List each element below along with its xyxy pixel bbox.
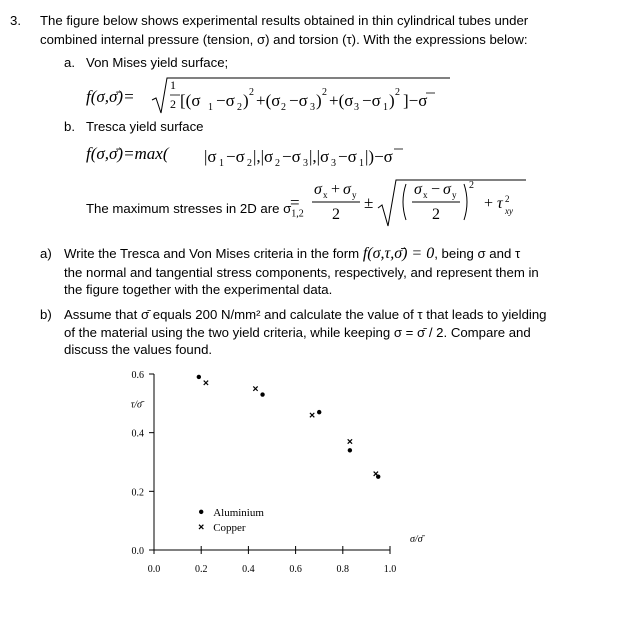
von-mises-equation <box>86 76 466 116</box>
svg-text:|)−σ: |)−σ <box>365 147 393 166</box>
aluminium-point <box>317 410 321 414</box>
svg-text:2: 2 <box>505 194 510 204</box>
von-mises-half-num: 1 <box>170 78 176 92</box>
task-a-label: a) <box>40 246 52 261</box>
svg-text:2: 2 <box>247 158 252 169</box>
svg-text:2: 2 <box>322 87 327 98</box>
tresca-equation <box>86 140 466 170</box>
item-b-label: b. <box>64 119 75 134</box>
svg-text:2: 2 <box>432 206 440 223</box>
question-intro-line1: The figure below shows experimental results obtained in thin cylindrical tubes under <box>40 13 529 28</box>
von-mises-rhs <box>150 76 470 116</box>
svg-text:−σ: −σ <box>226 147 245 166</box>
task-b-line1: Assume that σ̄ equals 200 N/mm² and calculate the value of τ that leads to yielding <box>64 307 547 322</box>
x-axis-label: σ/σ̄ <box>410 534 423 545</box>
svg-text:+: + <box>331 181 341 198</box>
svg-text:2: 2 <box>281 102 286 113</box>
svg-text:x: x <box>323 190 328 200</box>
aluminium-point <box>260 392 264 396</box>
svg-text:|σ: |σ <box>204 147 217 166</box>
yield-chart <box>100 360 460 590</box>
legend-marker-copper <box>199 525 203 529</box>
copper-point <box>204 381 208 385</box>
copper-point <box>253 386 257 390</box>
max-stress-text <box>86 200 304 223</box>
y-tick-label: 0.2 <box>131 487 144 499</box>
copper-point <box>310 413 314 417</box>
svg-text:−: − <box>431 181 441 198</box>
svg-text:3: 3 <box>354 102 359 113</box>
svg-text:−σ: −σ <box>216 91 235 110</box>
svg-text:−σ: −σ <box>338 147 357 166</box>
aluminium-point <box>348 448 352 452</box>
svg-text:|,|σ: |,|σ <box>253 147 274 166</box>
item-a-text: Von Mises yield surface; <box>86 55 229 70</box>
svg-text:2: 2 <box>395 87 400 98</box>
task-a-line3: the figure together with the experimental data. <box>64 282 333 297</box>
max-stress-label: The maximum stresses in 2D are σ <box>86 201 292 216</box>
task-b-label: b) <box>40 307 52 322</box>
svg-text:|,|σ: |,|σ <box>309 147 330 166</box>
svg-text:2: 2 <box>469 180 474 191</box>
svg-text:x: x <box>423 190 428 200</box>
svg-text:−σ: −σ <box>362 91 381 110</box>
svg-text:1: 1 <box>219 158 224 169</box>
question-intro-line2: combined internal pressure (tension, σ) and torsion (τ). With the expressions below: <box>40 32 528 47</box>
svg-text:]−σ: ]−σ <box>403 91 428 110</box>
svg-text:σ: σ <box>414 181 422 198</box>
legend-label-aluminium: Aluminium <box>213 506 264 519</box>
tresca-lhs: f(σ,σ̄)=max( <box>86 144 169 163</box>
von-mises-half-den: 2 <box>170 97 176 111</box>
von-mises-lhs: f(σ,σ̄)= <box>86 87 135 106</box>
svg-text:2: 2 <box>249 87 254 98</box>
svg-text:+(σ: +(σ <box>256 91 281 110</box>
max-stress-sub: 1,2 <box>291 208 304 220</box>
y-tick-label: 0.6 <box>131 370 144 381</box>
svg-text:3: 3 <box>331 158 336 169</box>
svg-text:xy: xy <box>505 206 513 216</box>
task-a-line1-start: Write the Tresca and Von Mises criteria in the form <box>64 246 360 261</box>
svg-text:1: 1 <box>208 102 213 113</box>
legend-marker-aluminium <box>199 510 203 514</box>
legend-label-copper: Copper <box>213 521 246 534</box>
task-b-line3: discuss the values found. <box>64 342 213 357</box>
x-tick-label: 0.4 <box>242 564 255 575</box>
svg-text:3: 3 <box>310 102 315 113</box>
task-a-form: f(σ,τ,σ̄) = 0 <box>362 245 435 262</box>
svg-text:2: 2 <box>275 158 280 169</box>
svg-text:+(σ: +(σ <box>329 91 354 110</box>
svg-text:1: 1 <box>383 102 388 113</box>
task-a-line2: the normal and tangential stress components, respectively, and represent them in <box>64 265 539 280</box>
task-b-line2: of the material using the two yield criteria, while keeping σ = σ̄ / 2. Compare and <box>64 325 531 340</box>
copper-point <box>348 439 352 443</box>
task-a-line1 <box>64 245 520 262</box>
svg-text:y: y <box>452 190 457 200</box>
x-tick-label: 0.6 <box>289 564 302 575</box>
tresca-rhs <box>204 140 464 170</box>
max-stress-formula <box>290 174 540 234</box>
svg-text:): ) <box>243 91 249 110</box>
item-a-label: a. <box>64 55 75 70</box>
x-tick-label: 1.0 <box>383 564 397 575</box>
item-b-text: Tresca yield surface <box>86 119 204 134</box>
x-tick-label: 0.2 <box>194 564 208 575</box>
copper-point <box>374 472 378 476</box>
x-tick-label: 0.8 <box>336 564 350 575</box>
aluminium-point <box>197 375 201 379</box>
svg-text:): ) <box>316 91 322 110</box>
svg-text:y: y <box>352 190 357 200</box>
svg-text:−σ: −σ <box>282 147 301 166</box>
svg-text:+: + <box>484 195 494 212</box>
y-axis-label: τ/σ̄ <box>130 399 142 411</box>
question-number: 3. <box>10 13 21 28</box>
svg-text:2: 2 <box>237 102 242 113</box>
svg-text:τ: τ <box>497 195 503 212</box>
svg-text:σ: σ <box>443 181 451 198</box>
svg-text:1: 1 <box>359 158 364 169</box>
svg-text:σ: σ <box>343 181 351 198</box>
svg-text:): ) <box>389 91 395 110</box>
svg-text:2: 2 <box>332 206 340 223</box>
svg-text:3: 3 <box>303 158 308 169</box>
x-tick-label: 0.0 <box>147 564 161 575</box>
svg-text:±: ± <box>364 193 374 212</box>
svg-text:[(σ: [(σ <box>180 91 201 110</box>
svg-text:σ: σ <box>314 181 322 198</box>
task-a-line1-end: , being σ and τ <box>434 246 521 261</box>
y-tick-label: 0.0 <box>131 546 144 557</box>
svg-text:−σ: −σ <box>289 91 308 110</box>
svg-text:=: = <box>290 193 300 212</box>
y-tick-label: 0.4 <box>131 428 144 440</box>
